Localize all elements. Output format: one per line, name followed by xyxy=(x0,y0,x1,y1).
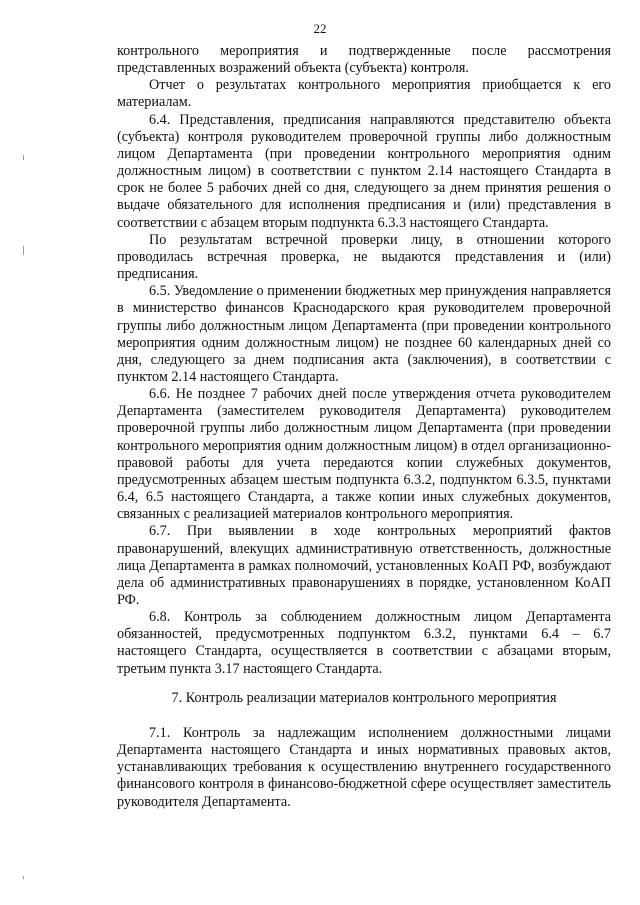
paragraph: 6.6. Не позднее 7 рабочих дней после утверждения отчета руководителем Департамента (заместителем руководителя Департамента) руководителем проверочной группы либо должностным лицом Департамента (при проведении контрольного мероприятия одним должностным лицом) в отдел организационно-правовой работы для учета передаются копии служебных документов, предусмотренных абзацем шестым подпункта 6.3.2, подпунктом 6.3.5, пунктами 6.4, 6.5 настоящего Стандарта, а также копии иных служебных документов, связанных с реализацией материалов контрольного мероприятия. xyxy=(117,386,611,523)
paragraph: 6.8. Контроль за соблюдением должностным лицом Департамента обязанностей, предусмотренных подпунктом 6.3.2, пунктами 6.4 – 6.7 настоящего Стандарта, осуществляется в соответствии с абзацами вторым, третьим пункта 3.17 настоящего Стандарта. xyxy=(117,609,611,677)
paragraph: контрольного мероприятия и подтвержденные после рассмотрения представленных возражений объекта (субъекта) контроля. xyxy=(117,43,611,77)
paragraph: Отчет о результатах контрольного мероприятия приобщается к его материалам. xyxy=(117,77,611,111)
paragraph: 7.1. Контроль за надлежащим исполнением должностными лицами Департамента настоящего Стандарта и иных нормативных правовых актов, устанавливающих требования к осуществлению внутреннего государственного финансового контроля в финансово-бюджетной сфере осуществляет заместитель руководителя Департамента. xyxy=(117,724,611,810)
paragraph: 6.4. Представления, предписания направляются представителю объекта (субъекта) контроля руководителем проверочной группы либо должностным лицом Департамента (при проведении контрольного мероприятия одним должностным лицом) в соответствии с пунктом 2.14 настоящего Стандарта в срок не более 5 рабочих дней со дня, следующего за днем принятия решения о выдаче обязательного для исполнения предписания и (или) представления в соответствии с абзацем вторым подпункта 6.3.3 настоящего Стандарта. xyxy=(117,111,611,231)
paragraph: По результатам встречной проверки лицу, в отношении которого проводилась встречная проверка, не выдаются представления и (или) предписания. xyxy=(117,231,611,283)
section-heading: 7. Контроль реализации материалов контрольного мероприятия xyxy=(171,689,557,706)
paragraph: 6.7. При выявлении в ходе контрольных мероприятий фактов правонарушений, влекущих административную ответственность, должностные лица Департамента в рамках полномочий, установленных КоАП РФ, возбуждают дела об административных правонарушениях в порядке, установленном КоАП РФ. xyxy=(117,523,611,608)
page-number: 22 xyxy=(313,21,327,36)
scan-mark xyxy=(23,246,24,255)
scan-mark xyxy=(23,876,24,879)
document-body xyxy=(117,43,611,811)
scan-mark xyxy=(23,155,24,160)
paragraph: 6.5. Уведомление о применении бюджетных мер принуждения направляется в министерство финансов Краснодарского края руководителем проверочной группы либо должностным лицом Департамента (при проведении контрольного мероприятия одним должностным лицом) не позднее 60 календарных дней со дня, следующего за днем подписания акта (заключения), в соответствии с пунктом 2.14 настоящего Стандарта. xyxy=(117,283,611,385)
